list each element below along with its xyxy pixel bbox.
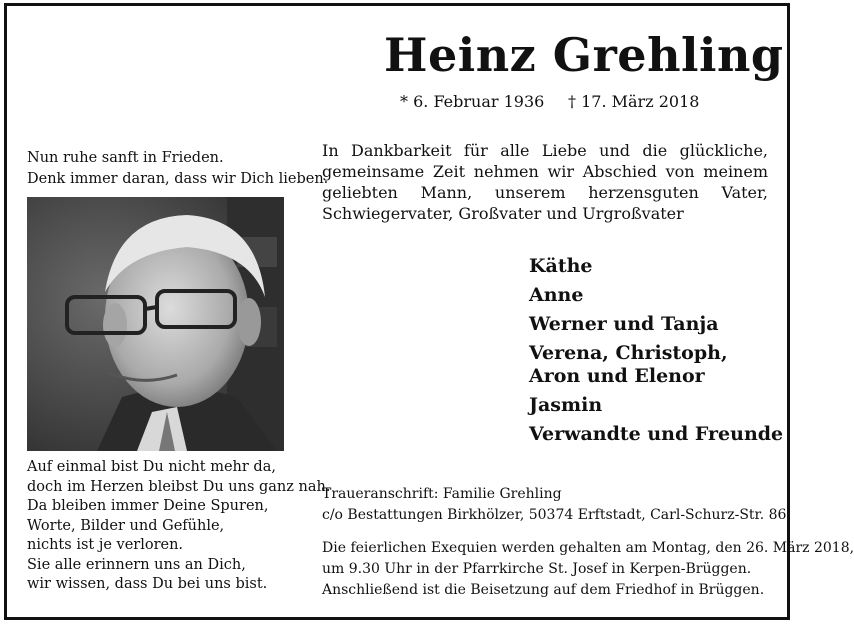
family-member: Anne [529, 284, 584, 306]
family-member: Werner und Tanja [529, 313, 719, 335]
family-member: Aron und Elenor [529, 365, 705, 387]
quote-line: Nun ruhe sanft in Frieden. [27, 150, 224, 166]
poem-line: Worte, Bilder und Gefühle, [27, 517, 225, 534]
mourning-address [322, 484, 786, 526]
address-line: Traueranschrift: Familie Grehling [322, 486, 562, 502]
family-member: Verwandte und Freunde [529, 423, 784, 445]
poem-line: nichts ist je verloren. [27, 537, 184, 553]
deceased-name: Heinz Grehling [384, 28, 784, 82]
portrait-photo [27, 197, 284, 451]
service-line: um 9.30 Uhr in der Pfarrkirche St. Josef in Kerpen-Brüggen. [322, 561, 752, 577]
service-info [322, 538, 854, 601]
poem-line: doch im Herzen bleibst Du uns ganz nah. [27, 478, 331, 495]
intro-text: In Dankbarkeit für alle Liebe und die glückliche, gemeinsame Zeit nehmen wir Abschied von meinem geliebten Mann, unserem herzensguten Vater, Schwiegervater, Großvater und Urgroßvater [322, 141, 768, 223]
family-member: Käthe [529, 255, 593, 277]
quote-line: Denk immer daran, dass wir Dich lieben. [27, 171, 329, 187]
service-line: Die feierlichen Exequien werden gehalten am Montag, den 26. März 2018, [322, 540, 854, 556]
address-line: c/o Bestattungen Birkhölzer, 50374 Erftstadt, Carl-Schurz-Str. 86 [322, 507, 787, 523]
poem-line: Da bleiben immer Deine Spuren, [27, 498, 269, 514]
poem-line: Auf einmal bist Du nicht mehr da, [27, 459, 276, 475]
birth-date: * 6. Februar 1936 [400, 92, 545, 111]
poem-line: wir wissen, dass Du bei uns bist. [27, 576, 268, 592]
poem-line: Sie alle erinnern uns an Dich, [27, 556, 246, 573]
poem [27, 458, 330, 595]
family-list [529, 255, 783, 452]
top-quote [27, 148, 328, 190]
family-member: Jasmin [529, 394, 603, 416]
service-line: Anschließend ist die Beisetzung auf dem Friedhof in Brüggen. [322, 582, 765, 598]
family-member: Verena, Christoph, [529, 342, 728, 364]
portrait-illustration [27, 197, 284, 451]
death-date: † 17. März 2018 [568, 92, 700, 111]
